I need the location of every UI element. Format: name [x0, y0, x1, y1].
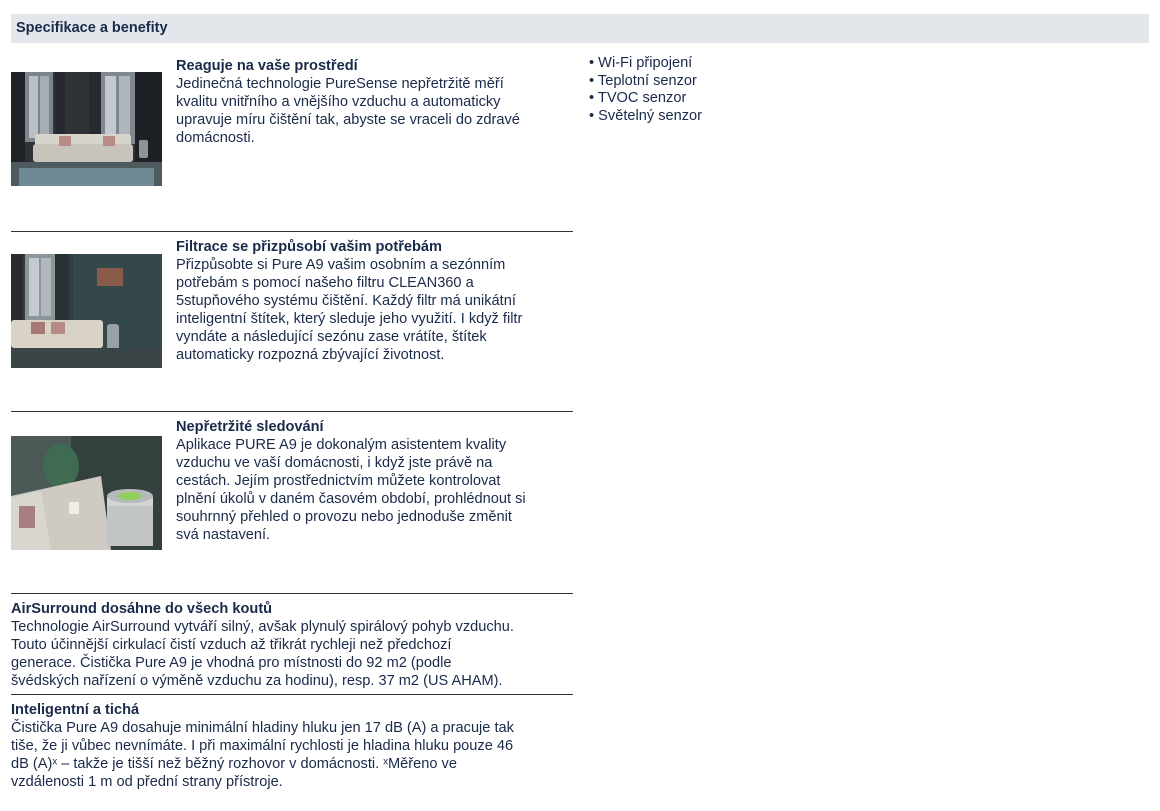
feature-title: Reaguje na vaše prostředí	[176, 58, 358, 74]
feature-title: AirSurround dosáhne do všech koutů	[11, 601, 273, 617]
divider	[11, 593, 573, 594]
spec-item: • TVOC senzor	[589, 90, 702, 108]
feature-block	[176, 57, 576, 147]
spec-item: • Teplotní senzor	[589, 73, 702, 91]
feature-title: Nepřetržité sledování	[176, 419, 324, 435]
divider	[11, 411, 573, 412]
section-title: Specifikace a benefity	[16, 20, 168, 36]
feature-block	[176, 238, 576, 364]
spec-item: • Světelný senzor	[589, 108, 702, 126]
feature-block	[11, 600, 576, 690]
divider	[11, 231, 573, 232]
purifier-closeup-photo	[11, 436, 162, 550]
feature-title: Filtrace se přizpůsobí vašim potřebám	[176, 239, 443, 255]
feature-description: Jedinečná technologie PureSense nepřetržitě měří kvalitu vnitřního a vnějšího vzduchu a automaticky upravuje míru čištění tak, abyste se vraceli do zdravé domácnosti.	[176, 76, 520, 146]
section-header	[11, 14, 1149, 43]
feature-description: Aplikace PURE A9 je dokonalým asistentem kvality vzduchu ve vaší domácnosti, i když jste právě na cestách. Jejím prostřednictvím můžete kontrolovat plnění úkolů v daném časovém období, prohlédnout si souhrnný přehled o provozu nebo jednoduše změnit svá nastavení.	[176, 437, 526, 543]
feature-block	[11, 701, 576, 791]
spec-item: • Wi-Fi připojení	[589, 55, 702, 73]
feature-block	[176, 418, 576, 544]
dark-green-room-photo	[11, 254, 162, 368]
feature-description: Přizpůsobte si Pure A9 vašim osobním a sezónním potřebám s pomocí našeho filtru CLEAN360 a 5stupňového systému čištění. Každý filtr má unikátní inteligentní štítek, který sleduje jeho využití. I když filtr vyndáte a následující sezónu zase vrátíte, štítek automaticky rozpozná zbývající životnost.	[176, 257, 523, 363]
feature-description: Technologie AirSurround vytváří silný, avšak plynulý spirálový pohyb vzduchu. Touto účinnější cirkulací čistí vzduch až třikrát rychleji než předchozí generace. Čistička Pure A9 je vhodná pro místnosti do 92 m2 (podle švédských nařízení o výměně vzduchu za hodinu), resp. 37 m2 (US AHAM).	[11, 619, 514, 689]
feature-title: Inteligentní a tichá	[11, 702, 140, 718]
spec-list	[589, 55, 702, 125]
living-room-photo	[11, 72, 162, 186]
divider	[11, 694, 573, 695]
feature-description: Čistička Pure A9 dosahuje minimální hladiny hluku jen 17 dB (A) a pracuje tak tiše, že ji vůbec nevnímáte. I při maximální rychlosti je hladina hluku pouze 46 dB (A)ˣ – takže je tišší než běžný rozhovor v domácnosti. ˣMěřeno ve vzdálenosti 1 m od přední strany přístroje.	[11, 720, 514, 790]
